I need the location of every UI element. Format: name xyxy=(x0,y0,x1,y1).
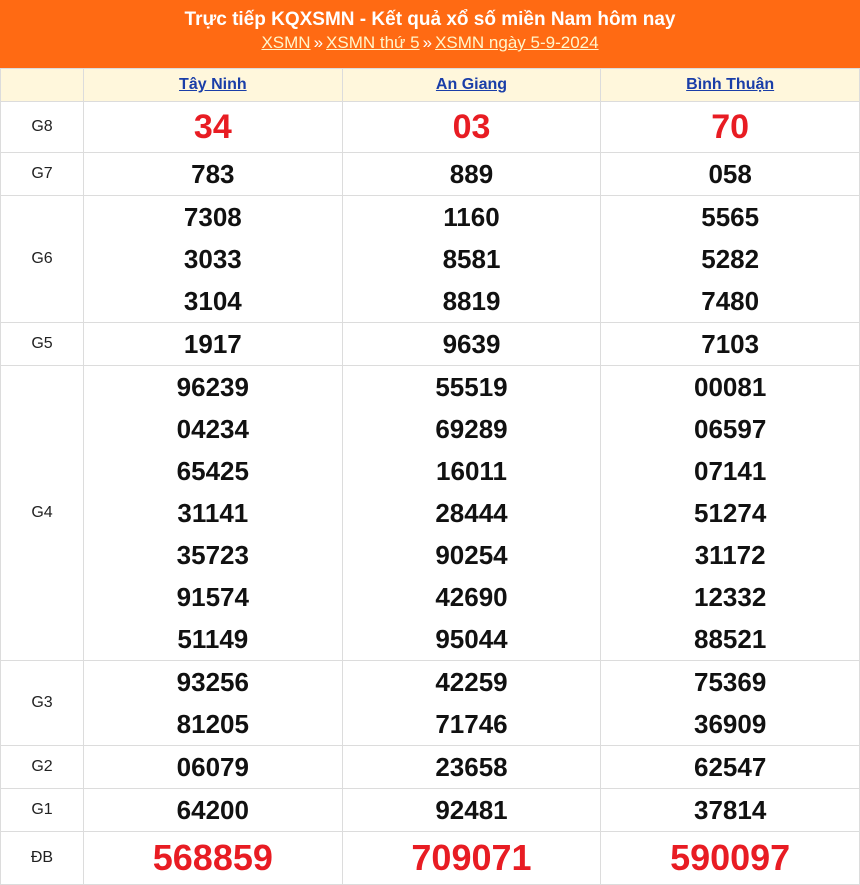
result-number: 42259 xyxy=(435,667,508,697)
result-cell xyxy=(342,366,601,661)
result-number: 590097 xyxy=(670,837,791,878)
result-cell xyxy=(601,832,860,885)
result-cell xyxy=(342,832,601,885)
prize-label: G6 xyxy=(1,196,84,323)
result-number: 9639 xyxy=(442,329,501,359)
result-number: 3033 xyxy=(183,244,242,274)
result-number: 31141 xyxy=(177,498,249,528)
result-number: 71746 xyxy=(435,709,508,739)
result-number: 35723 xyxy=(176,540,249,570)
result-cell xyxy=(342,196,601,323)
result-number: 06597 xyxy=(694,414,767,444)
result-cell xyxy=(342,789,601,832)
result-cell xyxy=(84,153,343,196)
result-number: 90254 xyxy=(435,540,508,570)
prize-label: G7 xyxy=(1,153,84,196)
result-number: 16011 xyxy=(436,456,507,486)
prize-label: G3 xyxy=(1,661,84,746)
result-number: 37814 xyxy=(694,795,767,825)
result-number: 5565 xyxy=(701,202,760,232)
breadcrumb xyxy=(0,32,860,54)
result-number: 81205 xyxy=(176,709,249,739)
result-number: 00081 xyxy=(694,372,767,402)
result-cell xyxy=(342,153,601,196)
prize-label: G5 xyxy=(1,323,84,366)
result-number: 75369 xyxy=(694,667,767,697)
prize-label: G8 xyxy=(1,102,84,153)
result-cell xyxy=(84,661,343,746)
province-header xyxy=(342,69,601,102)
result-number: 93256 xyxy=(176,667,249,697)
prize-row xyxy=(1,196,860,323)
result-cell xyxy=(601,746,860,789)
result-number: 04234 xyxy=(176,414,249,444)
result-number: 96239 xyxy=(176,372,249,402)
province-header xyxy=(601,69,860,102)
result-number: 889 xyxy=(449,159,494,189)
result-cell xyxy=(84,196,343,323)
result-number: 12332 xyxy=(694,582,767,612)
result-number: 31172 xyxy=(694,540,766,570)
breadcrumb-separator: » xyxy=(422,33,433,52)
province-header-row xyxy=(1,69,860,102)
prize-row xyxy=(1,746,860,789)
result-number: 88521 xyxy=(694,624,767,654)
result-number: 51274 xyxy=(694,498,767,528)
breadcrumb-separator: » xyxy=(313,33,324,52)
result-number: 568859 xyxy=(152,837,273,878)
result-number: 34 xyxy=(193,108,232,146)
prize-label: G1 xyxy=(1,789,84,832)
result-cell xyxy=(601,323,860,366)
result-number: 70 xyxy=(711,108,750,146)
prize-row xyxy=(1,789,860,832)
result-number: 3104 xyxy=(183,286,242,316)
result-cell xyxy=(84,366,343,661)
result-number: 92481 xyxy=(435,795,508,825)
province-link-an-giang[interactable]: An Giang xyxy=(435,76,508,93)
result-number: 42690 xyxy=(435,582,508,612)
result-number: 8819 xyxy=(442,286,501,316)
prize-row xyxy=(1,832,860,885)
result-number: 1917 xyxy=(183,329,242,359)
province-link-tay-ninh[interactable]: Tây Ninh xyxy=(179,76,247,93)
result-number: 7308 xyxy=(183,202,242,232)
result-cell xyxy=(601,153,860,196)
prize-row xyxy=(1,323,860,366)
result-cell xyxy=(84,789,343,832)
result-cell xyxy=(342,102,601,153)
prize-label: G4 xyxy=(1,366,84,661)
result-cell xyxy=(601,196,860,323)
result-number: 95044 xyxy=(435,624,508,654)
prize-label: G2 xyxy=(1,746,84,789)
result-number: 28444 xyxy=(435,498,508,528)
result-number: 7480 xyxy=(701,286,760,316)
result-cell xyxy=(84,746,343,789)
result-number: 64200 xyxy=(176,795,249,825)
province-header xyxy=(84,69,343,102)
result-cell xyxy=(84,832,343,885)
prize-label: ĐB xyxy=(1,832,84,885)
prize-row xyxy=(1,153,860,196)
results-table xyxy=(0,68,860,885)
prize-row xyxy=(1,661,860,746)
result-cell xyxy=(601,789,860,832)
result-number: 23658 xyxy=(435,752,508,782)
result-number: 91574 xyxy=(176,582,249,612)
page-header xyxy=(0,0,860,68)
result-cell xyxy=(84,102,343,153)
header-corner xyxy=(1,69,84,102)
result-cell xyxy=(601,102,860,153)
result-number: 058 xyxy=(708,159,752,189)
breadcrumb-xsmn-thu-5[interactable]: XSMN thứ 5 xyxy=(326,33,420,52)
result-number: 07141 xyxy=(694,456,767,486)
result-number: 65425 xyxy=(176,456,249,486)
result-number: 8581 xyxy=(442,244,501,274)
result-number: 06079 xyxy=(176,752,249,782)
result-number: 69289 xyxy=(435,414,508,444)
result-cell xyxy=(601,661,860,746)
result-number: 783 xyxy=(191,159,235,189)
breadcrumb-xsmn[interactable]: XSMN xyxy=(261,33,311,52)
result-cell xyxy=(342,323,601,366)
result-number: 709071 xyxy=(411,837,532,878)
result-cell xyxy=(342,746,601,789)
province-link-binh-thuan[interactable]: Bình Thuận xyxy=(686,76,775,93)
result-number: 1160 xyxy=(443,202,500,232)
result-number: 55519 xyxy=(435,372,508,402)
breadcrumb-xsmn-date[interactable]: XSMN ngày 5-9-2024 xyxy=(435,33,599,52)
prize-row xyxy=(1,102,860,153)
result-cell xyxy=(601,366,860,661)
result-number: 03 xyxy=(452,108,491,146)
result-number: 62547 xyxy=(694,752,767,782)
result-number: 5282 xyxy=(701,244,760,274)
result-number: 7103 xyxy=(701,329,760,359)
prize-row xyxy=(1,366,860,661)
result-cell xyxy=(342,661,601,746)
result-number: 51149 xyxy=(177,624,249,654)
result-cell xyxy=(84,323,343,366)
page-title: Trực tiếp KQXSMN - Kết quả xổ số miền Nam hôm nay xyxy=(184,9,676,30)
result-number: 36909 xyxy=(694,709,767,739)
